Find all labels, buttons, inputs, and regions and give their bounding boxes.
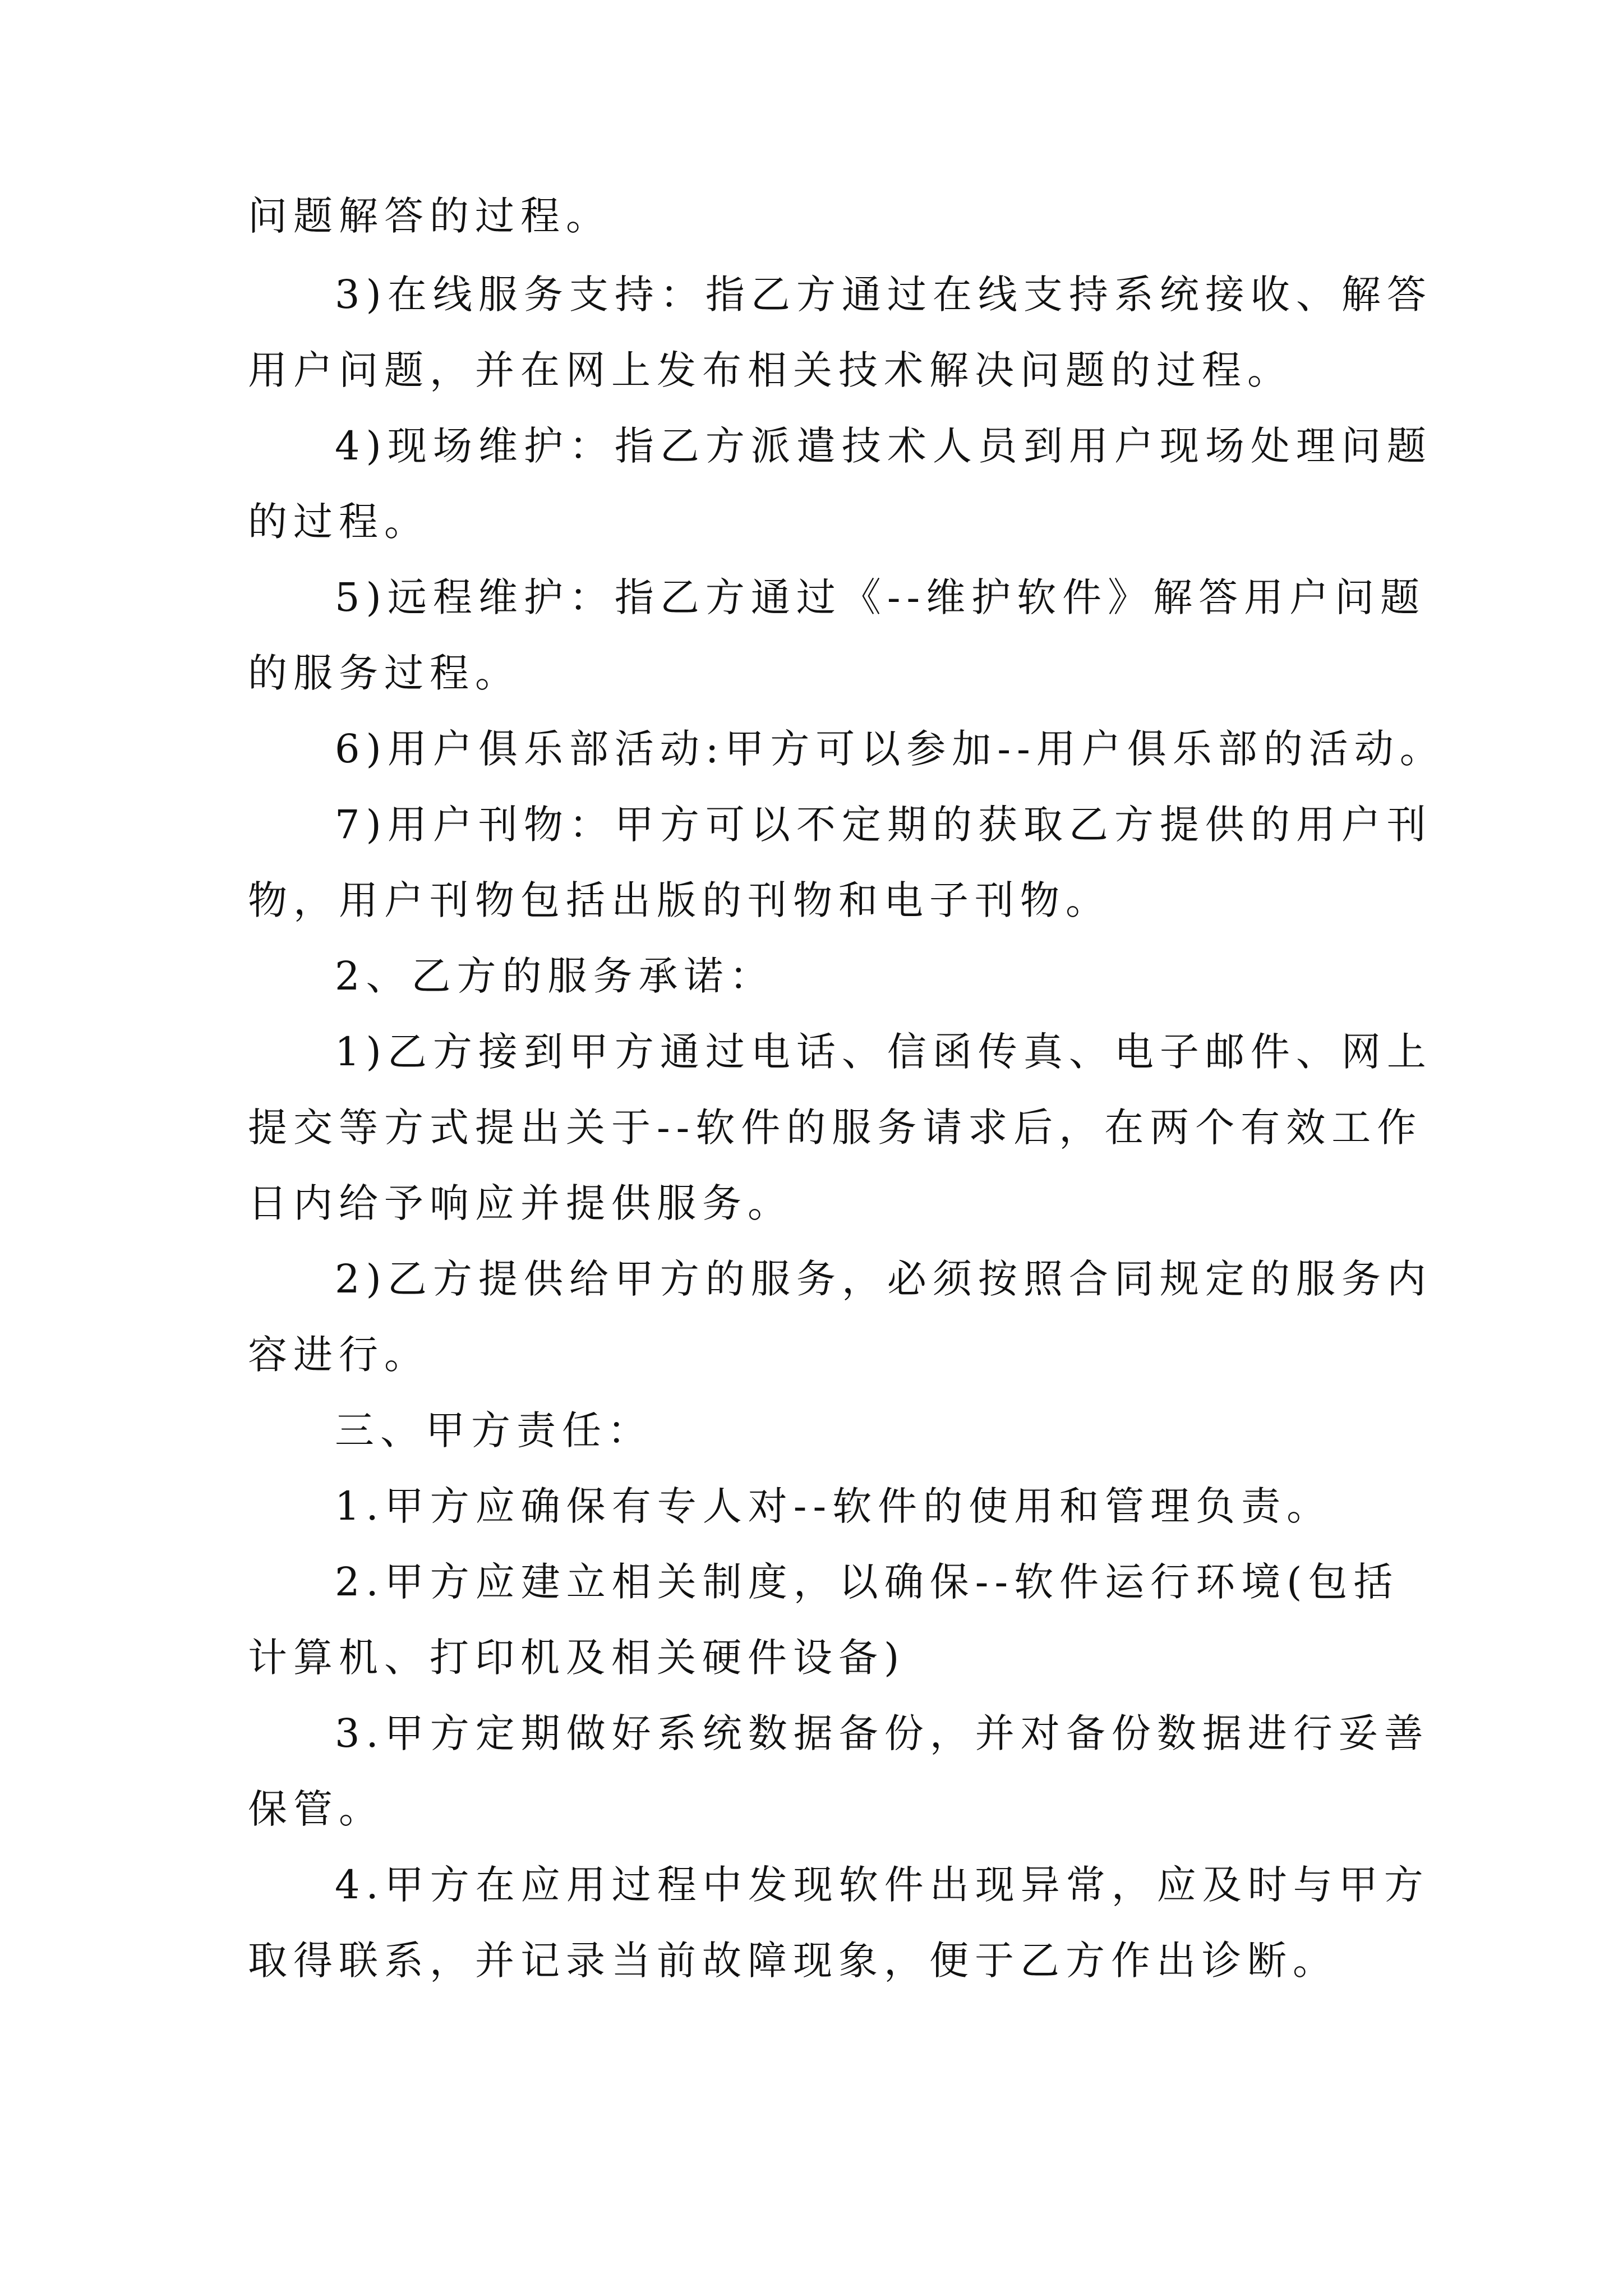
text-line: 保管。 (248, 1786, 384, 1832)
text-line: 1)乙方接到甲方通过电话、信函传真、电子邮件、网上 (335, 1029, 1432, 1075)
text-line: 的服务过程。 (248, 650, 520, 696)
text-line: 4)现场维护：指乙方派遣技术人员到用户现场处理问题 (335, 423, 1432, 469)
text-line: 取得联系，并记录当前故障现象，便于乙方作出诊断。 (248, 1938, 1338, 1984)
text-line: 3)在线服务支持：指乙方通过在线支持系统接收、解答 (335, 272, 1432, 318)
text-line: 7)用户刊物：甲方可以不定期的获取乙方提供的用户刊 (335, 802, 1432, 848)
text-line: 容进行。 (248, 1332, 430, 1378)
text-line: 提交等方式提出关于--软件的服务请求后，在两个有效工作 (248, 1105, 1423, 1151)
text-line: 问题解答的过程。 (248, 193, 611, 239)
text-line: 用户问题，并在网上发布相关技术解决问题的过程。 (248, 347, 1293, 393)
text-line: 日内给予响应并提供服务。 (248, 1180, 793, 1226)
text-line: 三、甲方责任： (335, 1407, 653, 1453)
text-line: 2、乙方的服务承诺： (335, 953, 775, 999)
text-line: 物，用户刊物包括出版的刊物和电子刊物。 (248, 877, 1111, 923)
text-line: 4.甲方在应用过程中发现软件出现异常，应及时与甲方 (335, 1862, 1430, 1908)
text-line: 5)远程维护：指乙方通过《--维护软件》解答用户问题 (335, 574, 1426, 620)
text-line: 的过程。 (248, 499, 430, 545)
text-line: 6)用户俱乐部活动:甲方可以参加--用户俱乐部的活动。 (335, 726, 1445, 772)
text-line: 3.甲方定期做好系统数据备份，并对备份数据进行妥善 (335, 1710, 1430, 1756)
text-line: 1.甲方应确保有专人对--软件的使用和管理负责。 (335, 1483, 1332, 1529)
text-line: 计算机、打印机及相关硬件设备) (248, 1635, 906, 1681)
text-line: 2)乙方提供给甲方的服务，必须按照合同规定的服务内 (335, 1256, 1432, 1302)
text-line: 2.甲方应建立相关制度，以确保--软件运行环境(包括 (335, 1559, 1399, 1605)
